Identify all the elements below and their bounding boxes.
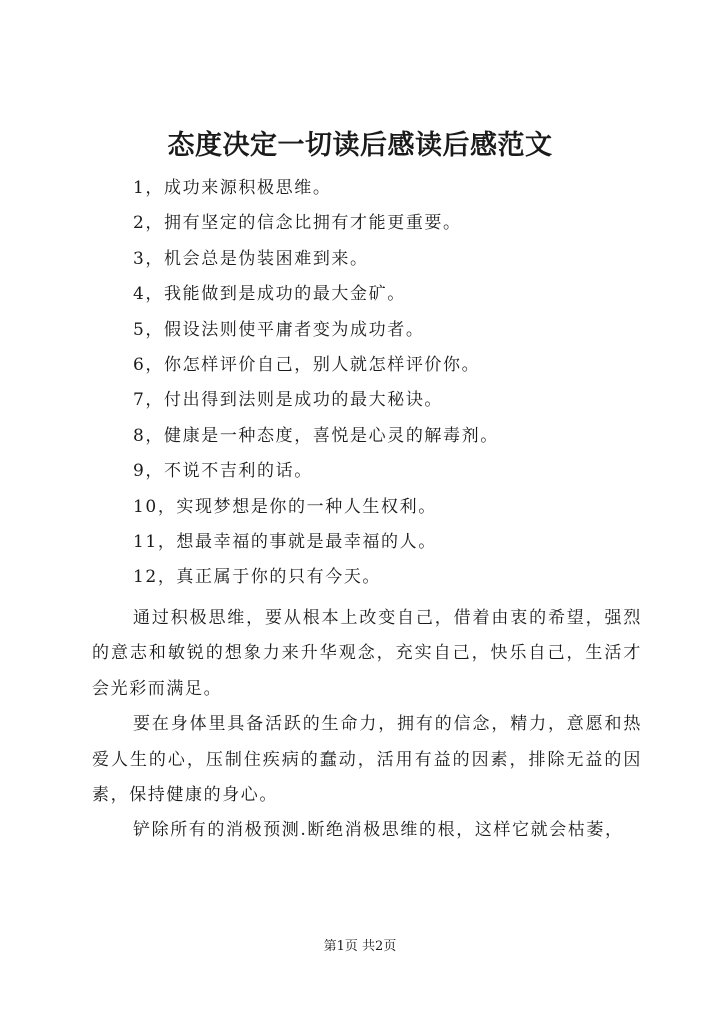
list-item: 1，成功来源积极思维。	[133, 178, 332, 198]
body-paragraph: 铲除所有的消极预测.断绝消极思维的根，这样它就会枯萎，	[133, 820, 624, 841]
list-item: 3，机会总是伪装困难到来。	[133, 248, 369, 269]
list-item: 11，想最幸福的事就是最幸福的人。	[133, 531, 437, 552]
list-item: 9，不说不吉利的话。	[133, 461, 313, 482]
numbered-list	[133, 172, 653, 597]
list-item: 12，真正属于你的只有今天。	[133, 567, 382, 588]
list-item: 6，你怎样评价自己，别人就怎样评价你。	[133, 354, 481, 375]
list-item: 8，健康是一种态度，喜悦是心灵的解毒剂。	[133, 425, 499, 446]
list-item: 4，我能做到是成功的最大金矿。	[133, 284, 406, 305]
list-item: 2，拥有坚定的信念比拥有才能更重要。	[133, 213, 462, 234]
body-paragraph: 要在身体里具备活跃的生命力，拥有的信念，精力，意愿和热爱人生的心，压制住疾病的蠢动，活用有益的因素，排除无益的因素，保持健康的身心。	[92, 714, 642, 806]
body-paragraph: 通过积极思维，要从根本上改变自己，借着由衷的希望，强烈的意志和敏锐的想象力来升华观念，充实自己，快乐自己，生活才会光彩而满足。	[92, 608, 642, 699]
list-item: 5，假设法则使平庸者变为成功者。	[133, 319, 425, 340]
document-title: 态度决定一切读后感读后感范文	[167, 130, 553, 161]
page-footer: 第1页 共2页	[323, 939, 397, 954]
list-item: 7，付出得到法则是成功的最大秘诀。	[133, 390, 444, 411]
body-paragraphs	[92, 601, 642, 849]
list-item: 10，实现梦想是你的一种人生权利。	[133, 496, 437, 517]
